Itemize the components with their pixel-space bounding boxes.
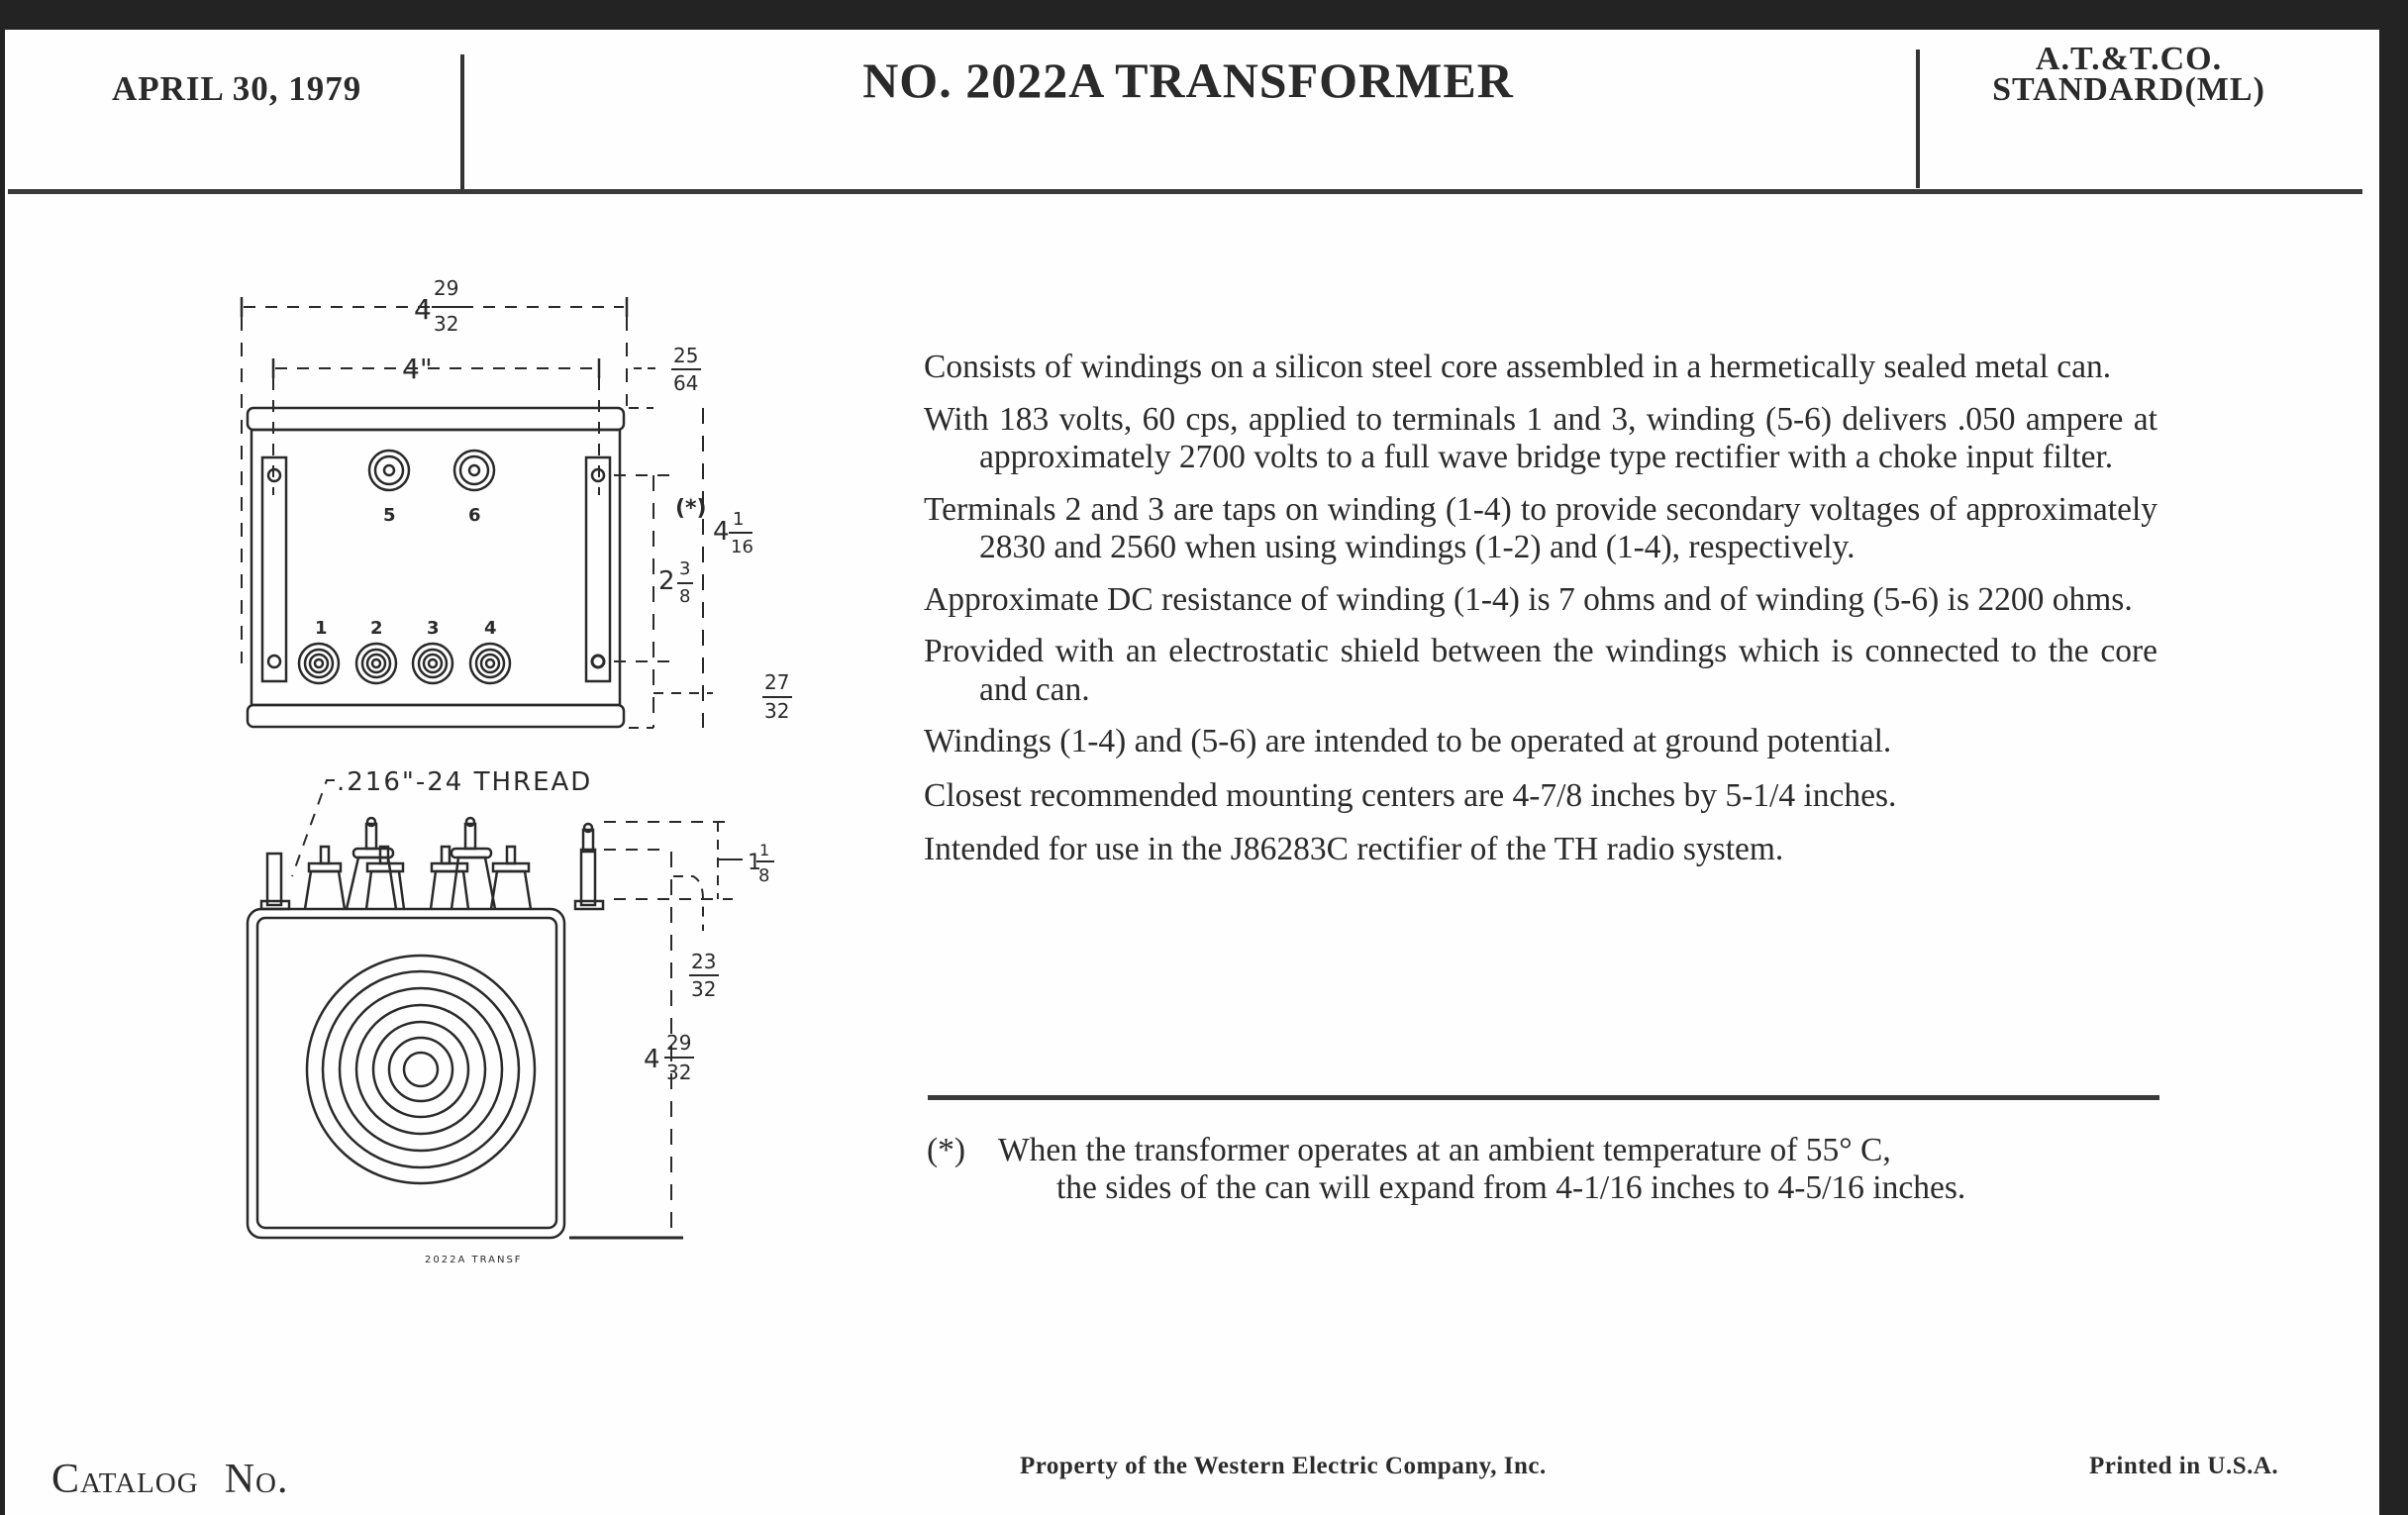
top-view-drawing — [218, 248, 852, 753]
side-view-drawing — [218, 753, 852, 1347]
paragraph-resistance: Approximate DC resistance of winding (1-4) is 7 ohms and of winding (5-6) is 2200 ohms. — [924, 580, 2133, 618]
terminal-label-4: 4 — [484, 618, 497, 639]
dim-stud-height-whole: 1 — [748, 851, 761, 875]
drawing-caption: 2022A TRANSF — [425, 1255, 523, 1265]
catalog-no: No. — [224, 1457, 289, 1502]
catalog-number-label — [51, 1456, 288, 1503]
header-divider-right — [1916, 50, 1920, 188]
dim-overall-height-whole: 4 — [644, 1045, 660, 1074]
paragraph-shield: Provided with an electrostatic shield between the windings which is connected to the core and can. — [924, 633, 2157, 708]
dim-bottom-offset-num: 27 — [764, 670, 790, 694]
threaded-stud-right — [581, 850, 595, 905]
catalog-label: Catalog — [51, 1457, 199, 1502]
bushing-6 — [452, 858, 495, 909]
property-notice: Property of the Western Electric Company, Inc. — [1020, 1453, 1547, 1479]
header-divider-left — [460, 54, 464, 193]
dim-offset-num: 25 — [673, 344, 699, 367]
dim-overall-height-den: 32 — [666, 1060, 692, 1084]
dim-overall-width-den: 32 — [434, 312, 459, 336]
thread-label: .216"-24 THREAD — [337, 767, 593, 797]
dim-overall-width-num: 29 — [434, 276, 459, 300]
terminal-label-3: 3 — [427, 618, 440, 639]
dim-overall-width-whole: 4 — [414, 293, 432, 326]
standard-line-2: STANDARD(ML) — [1992, 71, 2265, 108]
dim-mounting-width: 4" — [402, 353, 433, 385]
page-title: NO. 2022A TRANSFORMER — [862, 52, 1514, 108]
terminal-label-5: 5 — [383, 505, 396, 526]
footnote — [927, 1132, 2160, 1207]
can-bottom-rim — [248, 705, 624, 727]
paragraph-output: With 183 volts, 60 cps, applied to terminals 1 and 3, winding (5-6) delivers .050 ampere at approximately 2700 volts to a full wave bridge type rectifier with a choke input filter. — [924, 400, 2157, 475]
standard-label — [1921, 41, 2337, 108]
paragraph-mounting: Closest recommended mounting centers are 4-7/8 inches by 5-1/4 inches. — [924, 776, 1897, 814]
terminal-label-1: 1 — [315, 618, 328, 639]
paragraph-ground: Windings (1-4) and (5-6) are intended to be operated at ground potential. — [924, 723, 1892, 759]
dim-mounting-height-den: 8 — [679, 586, 691, 607]
terminal-label-2: 2 — [370, 618, 383, 639]
dim-mounting-height-num: 3 — [679, 558, 691, 579]
dim-stud-offset-den: 32 — [691, 977, 717, 1001]
standard-line-1: A.T.&T.CO. — [2035, 41, 2223, 77]
dim-can-side-num: 1 — [733, 509, 745, 530]
dim-stud-height-den: 8 — [758, 865, 770, 886]
bushing-3 — [431, 871, 468, 909]
dim-can-side-prefix: (*) — [675, 496, 707, 521]
header-rule — [8, 189, 2362, 194]
footnote-text-1: When the transformer operates at an ambient temperature of 55° C, — [998, 1132, 1891, 1168]
footnote-line-2: the sides of the can will expand from 4-1/16 inches to 4-5/16 inches. — [1056, 1169, 1966, 1206]
bushing-2 — [366, 871, 404, 909]
bushing-5 — [347, 858, 396, 909]
dim-bottom-offset-den: 32 — [764, 699, 790, 723]
dim-overall-height-num: 29 — [666, 1031, 692, 1055]
bushing-4 — [491, 871, 531, 909]
footnote-rule — [928, 1095, 2159, 1100]
dim-offset-den: 64 — [673, 371, 699, 395]
description-text — [924, 349, 2157, 885]
threaded-stud-left — [267, 854, 281, 905]
dim-stud-offset-num: 23 — [691, 950, 717, 973]
dim-stud-height-num: 1 — [759, 841, 770, 859]
header-date: APRIL 30, 1979 — [112, 69, 362, 108]
dim-can-side-whole: 4 — [713, 517, 730, 547]
printed-in: Printed in U.S.A. — [2089, 1453, 2279, 1479]
terminal-label-6: 6 — [468, 505, 481, 526]
can-top-rim — [248, 408, 624, 430]
can-outer — [248, 909, 564, 1238]
paragraph-taps: Terminals 2 and 3 are taps on winding (1-4) to provide secondary voltages of approximately 2830 and 2560 when using windings (1-2) and (1-4), respectively. — [924, 490, 2157, 565]
dim-can-side-den: 16 — [731, 537, 753, 557]
bushing-1 — [305, 871, 345, 909]
dim-mounting-height-whole: 2 — [658, 566, 675, 596]
footnote-line-1 — [927, 1132, 2160, 1169]
footnote-mark: (*) — [927, 1132, 966, 1168]
paragraph-usage: Intended for use in the J86283C rectifier of the TH radio system. — [924, 831, 1784, 867]
paragraph-construction: Consists of windings on a silicon steel core assembled in a hermetically sealed metal can. — [924, 349, 2112, 385]
